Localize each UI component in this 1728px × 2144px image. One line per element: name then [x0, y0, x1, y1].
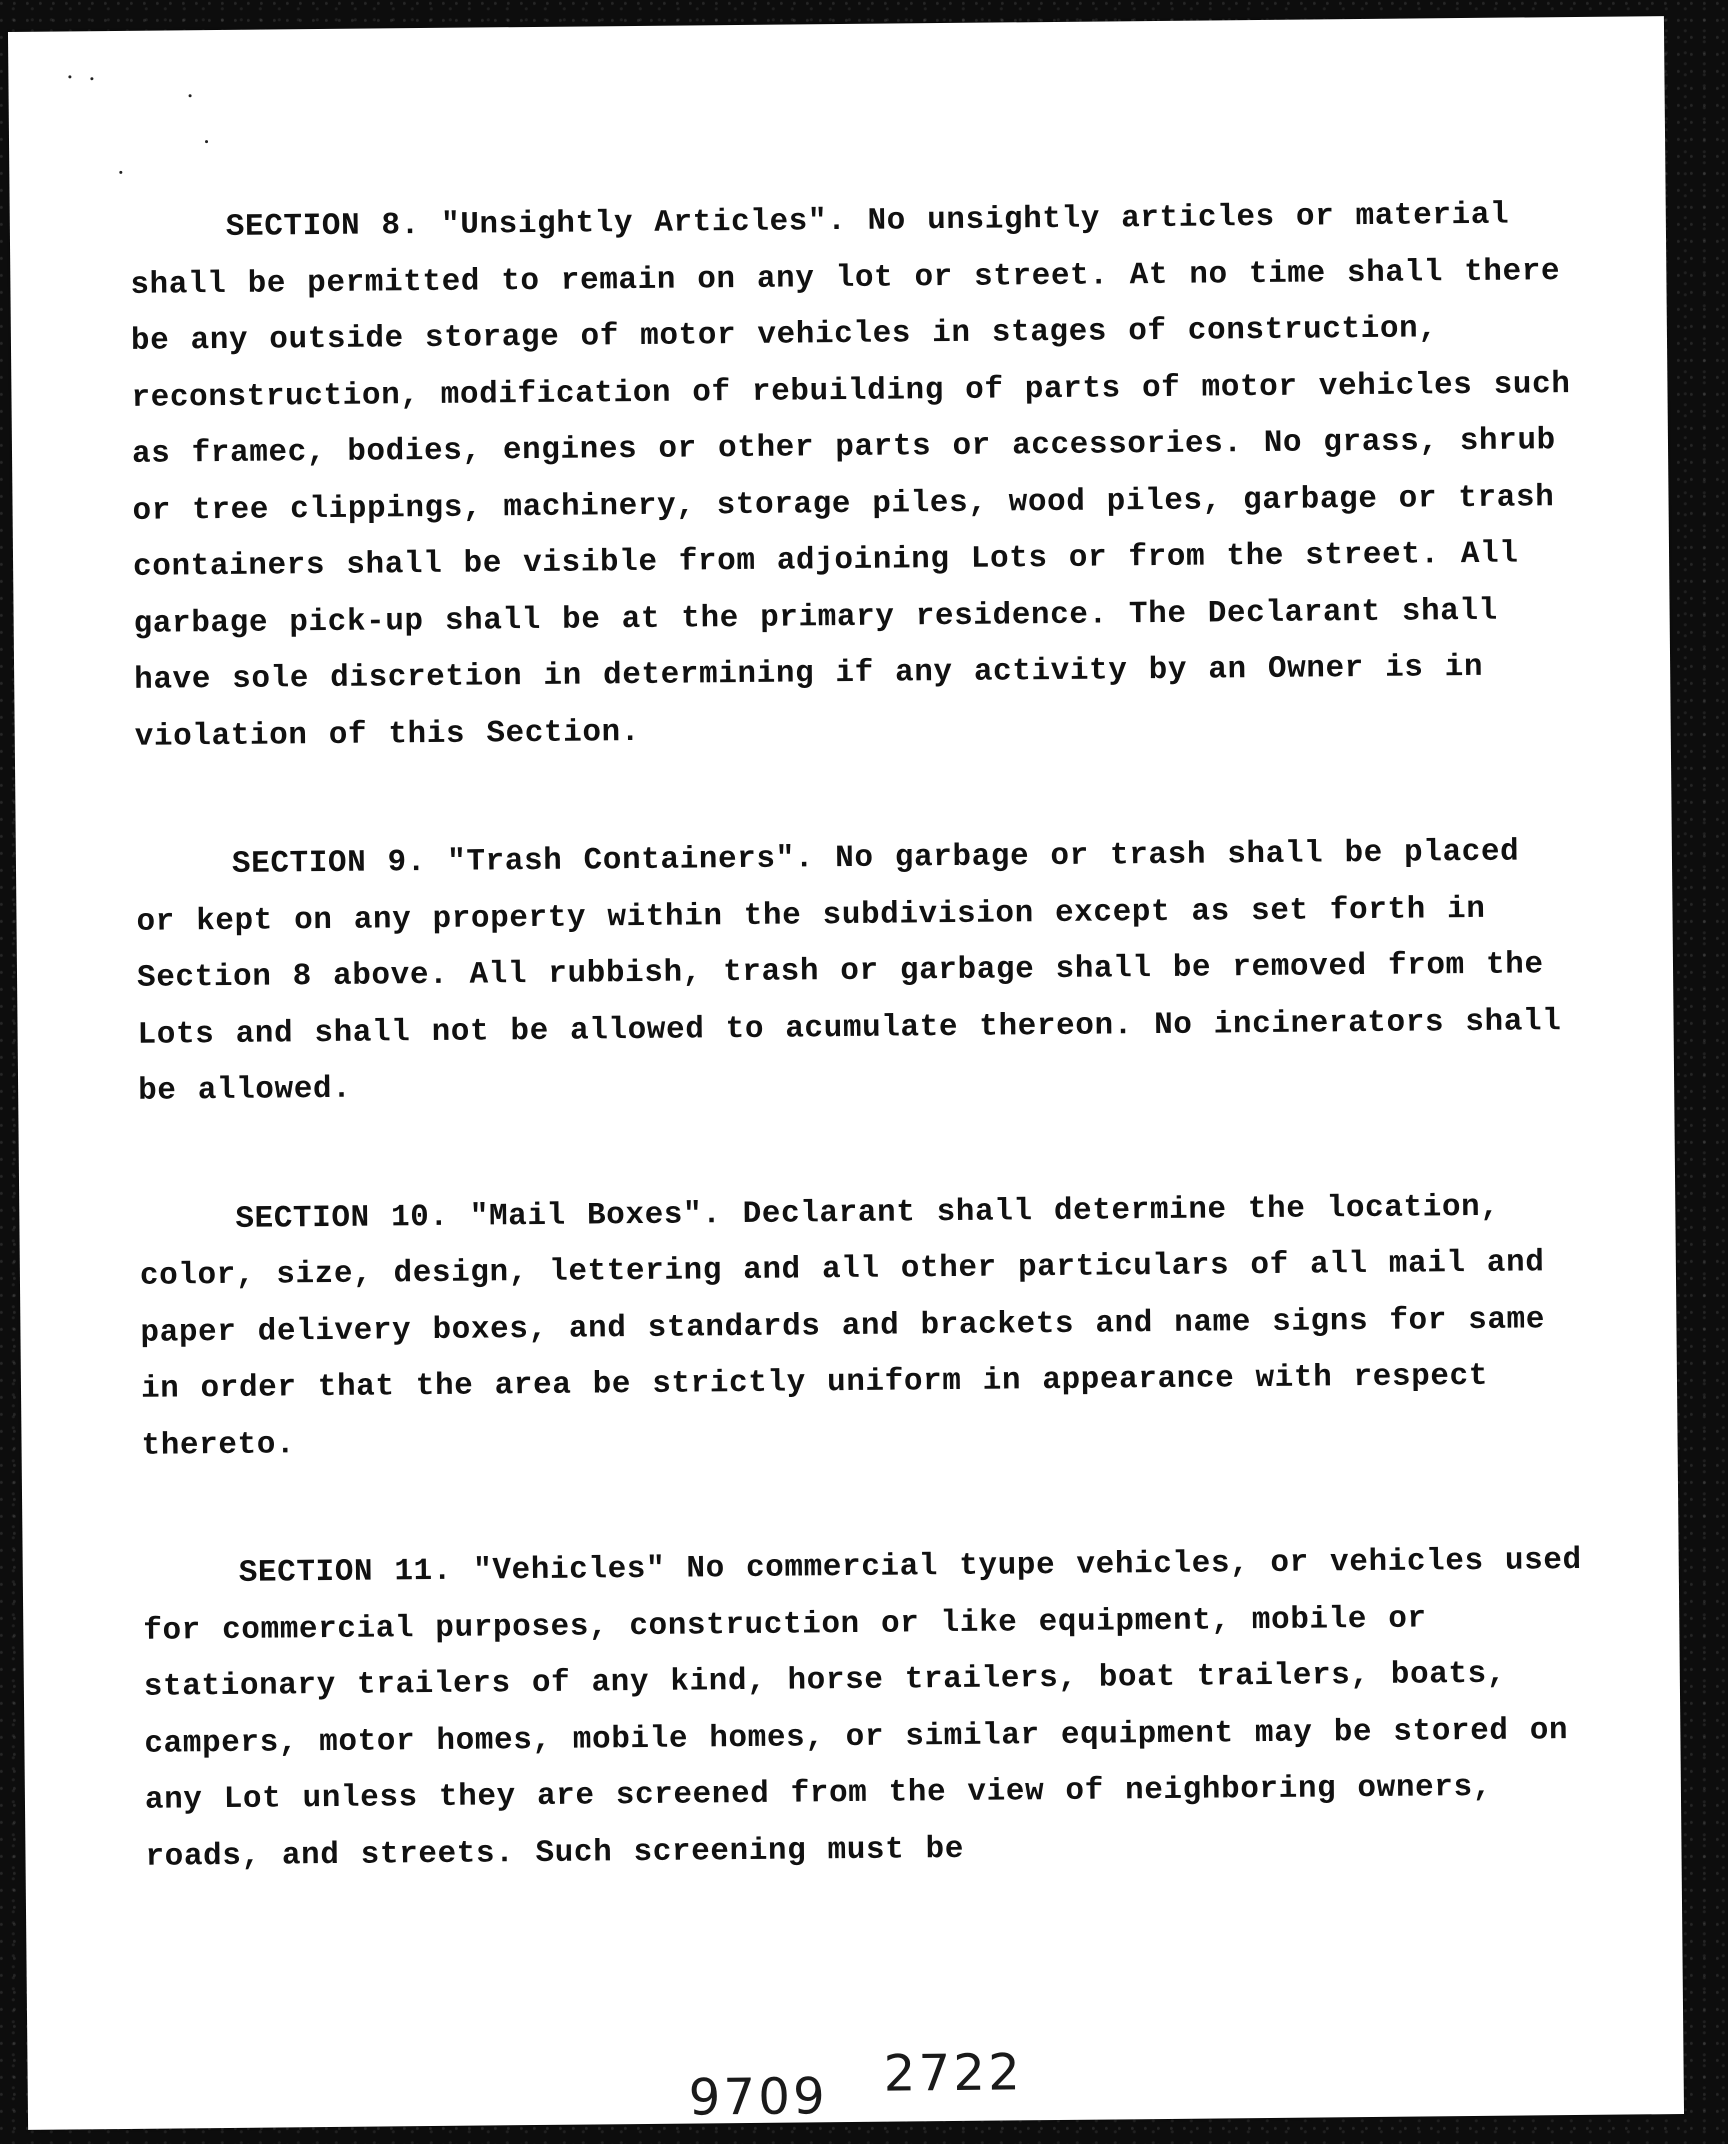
scan-speck — [68, 75, 71, 78]
section-body: No commercial tyupe vehicles, or vehicles used for commercial purposes, construction or like equipment, mobile or stationary trailers of any kind, horse trailers, boat trailers, boats, campers, motor homes, mobile homes, or similar equipment may be stored on any Lot unless they are screened from the view of neighboring owners, roads, and streets. Such screening must be — [143, 1542, 1582, 1875]
document-page — [8, 16, 1684, 2130]
page-number: 2722 — [883, 2043, 1024, 2103]
section-body: No unsightly articles or material shall be permitted to remain on any lot or street. At no time shall there be any outside storage of motor vehicles in stages of construction, reconstruction, modification of rebuilding of parts of motor vehicles such as framec, bodies, engines or other parts or accessories. No grass, shrub or tree clippings, machinery, storage piles, wood piles, garbage or trash containers shall be visible from adjoining Lots or from the street. All garbage pick-up shall be at the primary residence. The Declarant shall have sole discretion in determining if any activity by an Owner is in violation of this Section. — [130, 197, 1571, 755]
document-body — [130, 187, 1587, 1958]
section-8 — [130, 187, 1575, 766]
scan-speck — [90, 77, 93, 80]
section-heading: SECTION 8. — [225, 208, 421, 245]
section-10 — [139, 1178, 1582, 1474]
section-heading: SECTION 9. — [231, 845, 427, 882]
scan-speck — [189, 94, 192, 97]
book-number: 9709 — [688, 2067, 829, 2127]
section-heading: SECTION 10. — [235, 1199, 449, 1237]
recording-number — [27, 2041, 1683, 2127]
scan-speck — [205, 140, 208, 143]
section-9 — [136, 824, 1579, 1120]
section-title: "Mail Boxes". — [469, 1196, 722, 1235]
section-body: No garbage or trash shall be placed or kept on any property within the subdivision except as set forth in Section 8 above. All rubbish, trash or garbage shall be removed from the Lots and shall not be allowed to acumulate thereon. No incinerators shall be allowed. — [136, 834, 1562, 1109]
scan-speck — [119, 171, 122, 174]
section-body: Declarant shall determine the location, color, size, design, lettering and all other particulars of all mail and paper delivery boxes, and standards and brackets and name signs for same in order that the area be strictly uniform in appearance with respect thereto. — [139, 1189, 1546, 1464]
section-11 — [143, 1533, 1586, 1886]
section-title: "Unsightly Articles". — [440, 203, 847, 243]
section-heading: SECTION 11. — [238, 1553, 453, 1591]
section-title: "Trash Containers". — [447, 841, 815, 880]
section-title: "Vehicles" — [473, 1551, 666, 1589]
